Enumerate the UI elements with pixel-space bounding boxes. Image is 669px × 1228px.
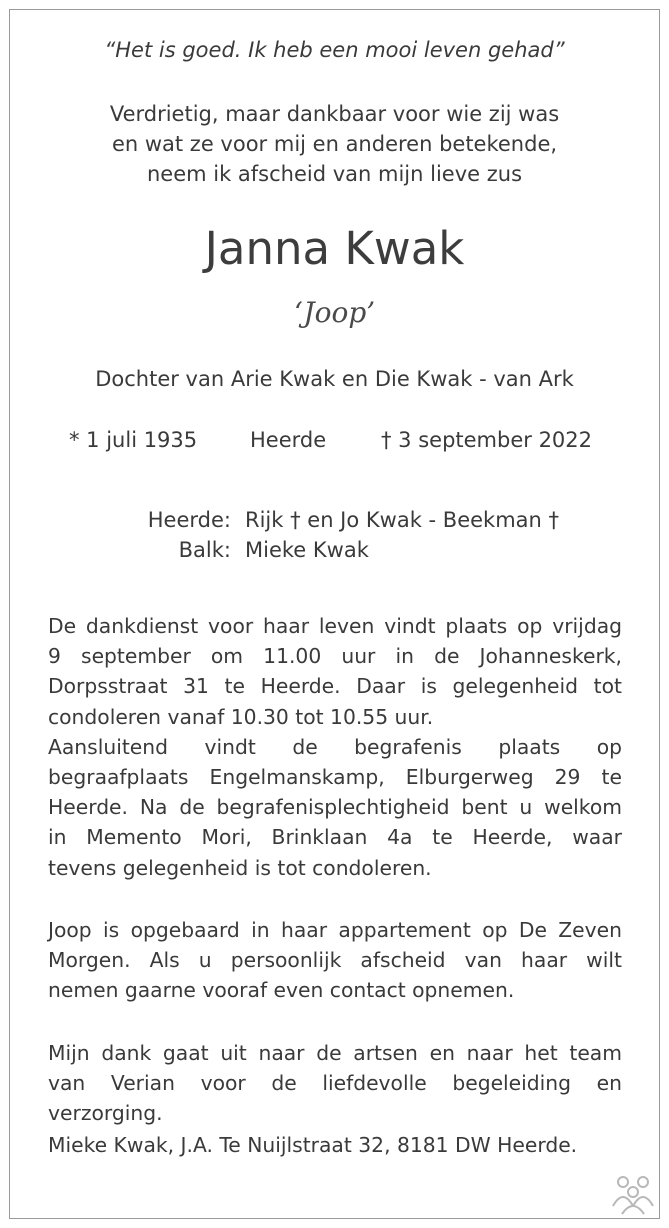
intro-line: neem ik afscheid van mijn lieve zus: [146, 162, 523, 186]
text-line: verzorging.: [48, 1101, 163, 1126]
intro-line: en wat ze voor mij en anderen betekende,: [111, 132, 558, 156]
family-place: Heerde:: [147, 508, 231, 532]
text-line: Joop is opgebaard in haar appartement op De Zeven: [48, 918, 622, 942]
text-line: condoleren vanaf 10.30 tot 10.55 uur.: [48, 704, 434, 729]
viewing-paragraph: [48, 915, 622, 1006]
family-names: Mieke Kwak: [245, 538, 369, 562]
death-date: † 3 september 2022: [381, 428, 593, 452]
deceased-name: Janna Kwak: [204, 222, 465, 275]
birth-date: * 1 juli 1935: [69, 428, 198, 452]
text-line: nemen gaarne vooraf even contact opnemen.: [48, 978, 515, 1003]
text-line: begraafplaats Engelmanskamp, Elburgerweg 29 te: [48, 765, 622, 790]
family-names: Rijk † en Jo Kwak - Beekman †: [245, 508, 560, 532]
family-list: [0, 505, 669, 565]
opening-quote: “Het is goed. Ik heb een mooi leven gehad”: [104, 38, 565, 62]
intro-line: Verdrietig, maar dankbaar voor wie zij was: [109, 102, 560, 126]
text-line: Heerde. Na de begrafenisplechtigheid bent u welkom: [48, 795, 622, 820]
text-line: van Verian voor de liefdevolle begeleiding en: [48, 1071, 622, 1096]
text-line: Aansluitend vindt de begrafenis plaats op: [48, 734, 622, 759]
thanks-paragraph: [48, 1038, 622, 1129]
parents-line: Dochter van Arie Kwak en Die Kwak - van Ark: [95, 367, 574, 391]
text-line: tevens gelegenheid is tot condoleren.: [48, 855, 432, 880]
signature-address: Mieke Kwak, J.A. Te Nuijlstraat 32, 8181 DW Heerde.: [48, 1133, 578, 1157]
family-row: [0, 535, 669, 565]
text-line: Mijn dank gaat uit naar de artsen en naar het team: [48, 1041, 622, 1065]
people-group-icon: [608, 1168, 658, 1218]
text-line: Dorpsstraat 31 te Heerde. Daar is gelegenheid tot: [48, 674, 622, 699]
nickname: ‘Joop’: [293, 296, 376, 329]
service-paragraph: [48, 611, 622, 883]
text-line: 9 september om 11.00 uur in de Johanneskerk,: [48, 644, 622, 669]
text-line: De dankdienst voor haar leven vindt plaats op vrijdag: [48, 614, 622, 638]
place-of-residence: Heerde: [250, 428, 327, 452]
family-place: Balk:: [178, 538, 231, 562]
text-line: Morgen. Als u persoonlijk afscheid van haar wilt: [48, 948, 622, 973]
text-line: in Memento Mori, Brinklaan 4a te Heerde, waar: [48, 825, 622, 850]
family-row: [0, 505, 669, 535]
intro-text: [0, 99, 669, 189]
